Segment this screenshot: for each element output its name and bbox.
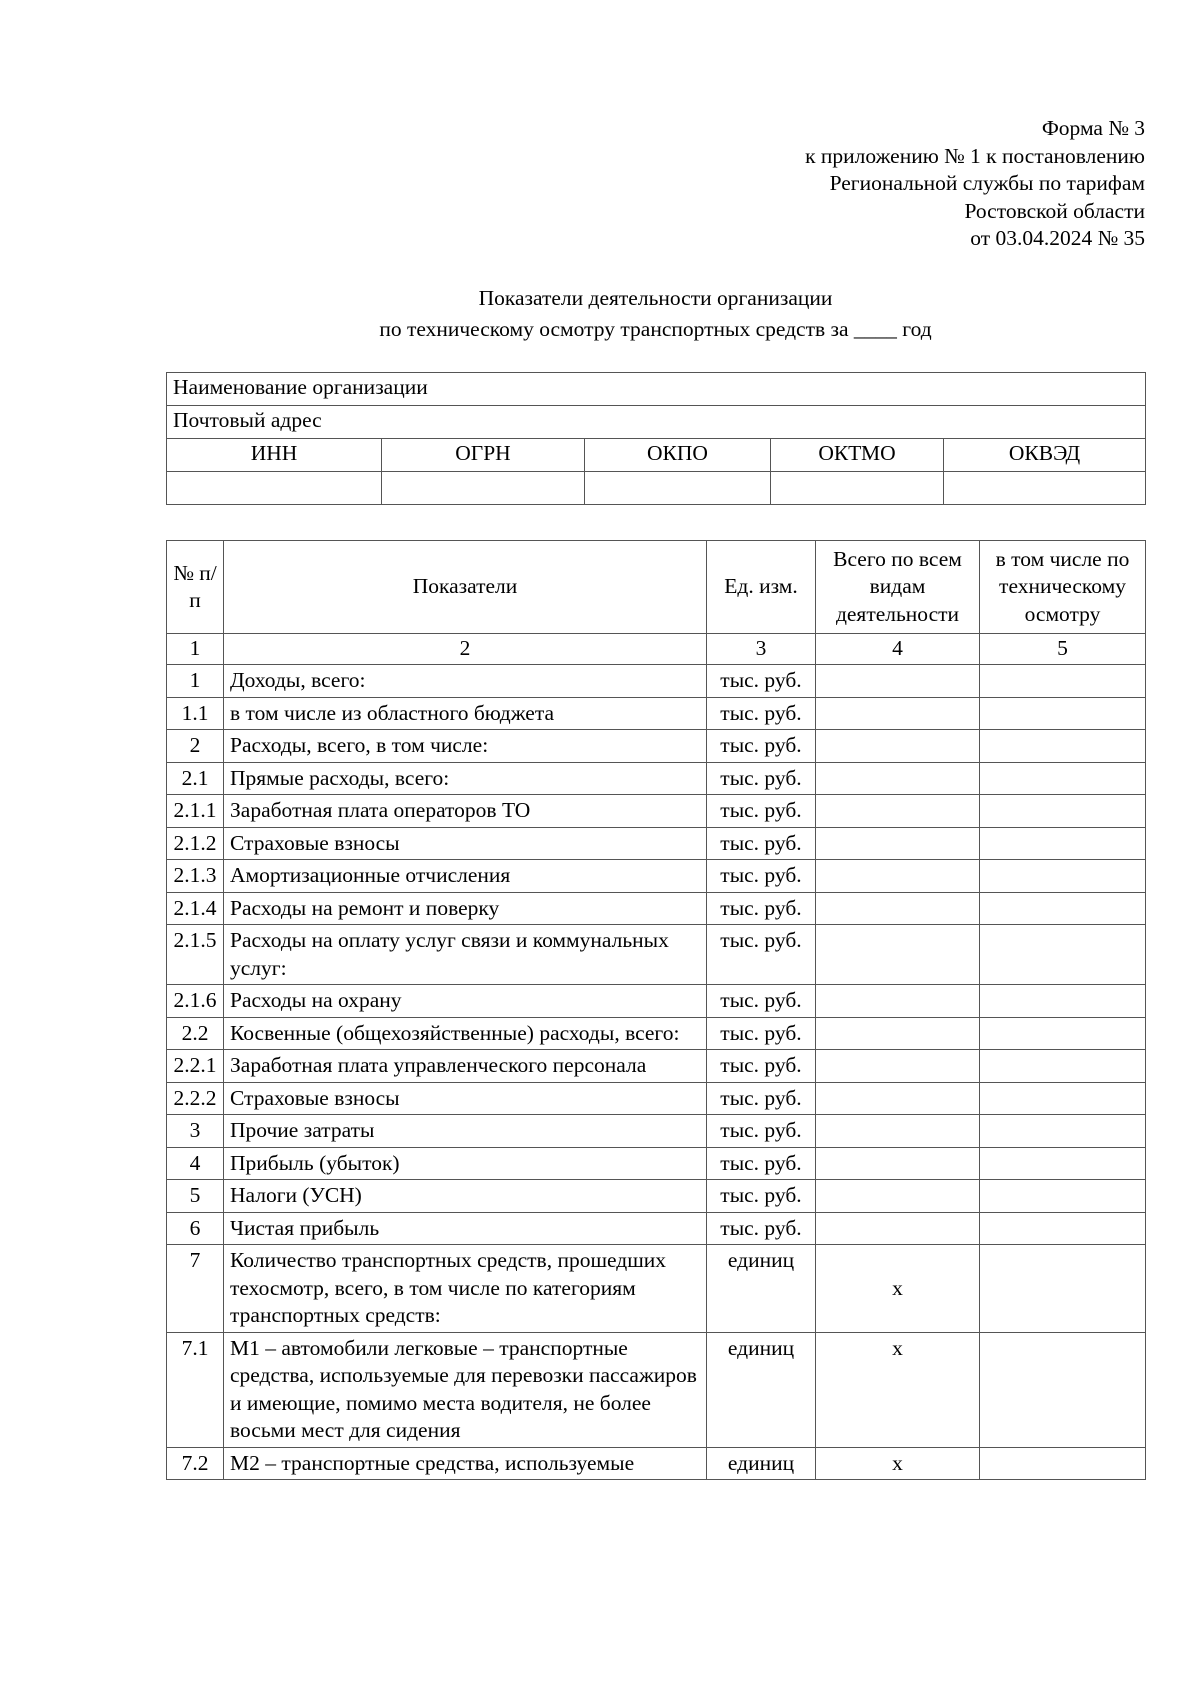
row-unit: тыс. руб. [707,860,816,893]
row-total [816,665,980,698]
table-header-row [167,541,1146,634]
row-unit: тыс. руб. [707,1115,816,1148]
row-unit: тыс. руб. [707,985,816,1018]
column-number: 4 [816,634,980,665]
row-indicator: Прочие затраты [224,1115,707,1148]
row-total [816,925,980,985]
column-number: 3 [707,634,816,665]
row-unit: тыс. руб. [707,795,816,828]
column-header: Ед. изм. [707,541,816,634]
row-unit: тыс. руб. [707,1017,816,1050]
row-unit: единиц [707,1332,816,1447]
table-row [167,1082,1146,1115]
row-number: 2.2.2 [167,1082,224,1115]
row-to [980,985,1146,1018]
row-number: 4 [167,1147,224,1180]
table-row [167,1447,1146,1480]
org-name-label: Наименование организации [167,373,1146,406]
row-number: 2 [167,730,224,763]
row-unit: тыс. руб. [707,1082,816,1115]
row-unit: тыс. руб. [707,697,816,730]
row-total [816,1180,980,1213]
row-unit: тыс. руб. [707,1050,816,1083]
row-total [816,730,980,763]
row-indicator: Прибыль (убыток) [224,1147,707,1180]
row-indicator: Чистая прибыль [224,1212,707,1245]
code-header-okpo: ОКПО [585,439,771,472]
table-row [167,1115,1146,1148]
row-total [816,762,980,795]
row-number: 1.1 [167,697,224,730]
row-unit: тыс. руб. [707,925,816,985]
row-to [980,1212,1146,1245]
row-total [816,697,980,730]
row-indicator: Количество транспортных средств, прошедших техосмотр, всего, в том числе по категориям транспортных средств: [224,1245,707,1333]
title-line-1: Показатели деятельности организации [478,286,833,310]
row-indicator: М1 – автомобили легковые – транспортные средства, используемые для перевозки пассажиров и имеющие, помимо места водителя, не более восьми мест для сидения [224,1332,707,1447]
header-line: от 03.04.2024 № 35 [970,226,1145,250]
row-to [980,730,1146,763]
row-total [816,1017,980,1050]
code-value-ogrn [382,472,585,505]
row-indicator: Расходы, всего, в том числе: [224,730,707,763]
row-to [980,1082,1146,1115]
row-to [980,1245,1146,1333]
row-number: 7 [167,1245,224,1333]
row-indicator: Расходы на оплату услуг связи и коммунальных услуг: [224,925,707,985]
code-value-inn [167,472,382,505]
row-indicator: Доходы, всего: [224,665,707,698]
column-number: 1 [167,634,224,665]
row-number: 2.1 [167,762,224,795]
row-number: 2.1.4 [167,892,224,925]
row-to [980,1332,1146,1447]
table-row [167,730,1146,763]
row-to [980,892,1146,925]
table-row [167,985,1146,1018]
table-row [167,795,1146,828]
row-to [980,1050,1146,1083]
table-row [167,827,1146,860]
row-total [816,1147,980,1180]
row-to [980,925,1146,985]
header-line: Ростовской области [964,198,1145,223]
row-unit: единиц [707,1447,816,1480]
row-number: 3 [167,1115,224,1148]
row-indicator: Заработная плата управленческого персонала [224,1050,707,1083]
row-indicator: Расходы на ремонт и поверку [224,892,707,925]
row-total: х [816,1245,980,1333]
code-value-okved [944,472,1146,505]
row-to [980,697,1146,730]
row-unit: тыс. руб. [707,730,816,763]
row-total [816,1082,980,1115]
row-number: 2.1.6 [167,985,224,1018]
document-title [166,283,1145,345]
row-unit: тыс. руб. [707,1180,816,1213]
table-row [167,925,1146,985]
row-to [980,1447,1146,1480]
row-indicator: Страховые взносы [224,1082,707,1115]
row-total [816,1115,980,1148]
row-unit: тыс. руб. [707,762,816,795]
row-to [980,1180,1146,1213]
row-to [980,1017,1146,1050]
row-to [980,762,1146,795]
code-value-okpo [585,472,771,505]
row-total [816,892,980,925]
column-number: 2 [224,634,707,665]
row-number: 7.2 [167,1447,224,1480]
row-total [816,985,980,1018]
row-unit: тыс. руб. [707,665,816,698]
row-number: 2.1.3 [167,860,224,893]
table-row [167,1245,1146,1333]
table-row [167,1050,1146,1083]
row-to [980,827,1146,860]
row-unit: тыс. руб. [707,892,816,925]
table-row [167,697,1146,730]
row-unit: тыс. руб. [707,1147,816,1180]
row-number: 7.1 [167,1332,224,1447]
table-row [167,892,1146,925]
code-header-inn: ИНН [167,439,382,472]
row-number: 2.2 [167,1017,224,1050]
table-row [167,1332,1146,1447]
row-total [816,827,980,860]
row-number: 2.2.1 [167,1050,224,1083]
code-header-oktmo: ОКТМО [771,439,944,472]
row-to [980,1147,1146,1180]
row-indicator: Страховые взносы [224,827,707,860]
row-total: х [816,1332,980,1447]
row-to [980,795,1146,828]
table-row [167,1147,1146,1180]
table-row [167,1180,1146,1213]
row-number: 2.1.2 [167,827,224,860]
title-line-2: по техническому осмотру транспортных средств за ____ год [379,317,932,341]
row-indicator: Расходы на охрану [224,985,707,1018]
table-row [167,1212,1146,1245]
row-total [816,860,980,893]
row-total [816,1212,980,1245]
row-number: 2.1.1 [167,795,224,828]
row-to [980,860,1146,893]
code-header-okved: ОКВЭД [944,439,1146,472]
table-row [167,860,1146,893]
header-line: Форма № 3 [1041,116,1145,140]
code-value-oktmo [771,472,944,505]
row-number: 5 [167,1180,224,1213]
row-total [816,1050,980,1083]
column-header: Показатели [224,541,707,634]
indicators-table [166,540,1146,1480]
column-header: в том числе по техническому осмотру [980,541,1146,634]
row-unit: единиц [707,1245,816,1333]
row-number: 1 [167,665,224,698]
organization-table [166,372,1146,505]
header-line: к приложению № 1 к постановлению [805,143,1145,168]
header-line: Региональной службы по тарифам [829,171,1145,195]
row-indicator: Амортизационные отчисления [224,860,707,893]
row-to [980,665,1146,698]
column-number: 5 [980,634,1146,665]
org-address-label: Почтовый адрес [167,406,1146,439]
row-indicator: М2 – транспортные средства, используемые [224,1447,707,1480]
row-unit: тыс. руб. [707,1212,816,1245]
row-total: х [816,1447,980,1480]
row-to [980,1115,1146,1148]
row-indicator: Налоги (УСН) [224,1180,707,1213]
row-number: 2.1.5 [167,925,224,985]
row-indicator: Косвенные (общехозяйственные) расходы, всего: [224,1017,707,1050]
table-row [167,1017,1146,1050]
table-row [167,665,1146,698]
form-header [805,115,1145,253]
row-total [816,795,980,828]
code-header-ogrn: ОГРН [382,439,585,472]
column-header: Всего по всем видам деятельности [816,541,980,634]
column-number-row [167,634,1146,665]
row-indicator: Заработная плата операторов ТО [224,795,707,828]
row-number: 6 [167,1212,224,1245]
table-row [167,762,1146,795]
column-header: № п/п [167,541,224,634]
row-unit: тыс. руб. [707,827,816,860]
row-indicator: в том числе из областного бюджета [224,697,707,730]
row-indicator: Прямые расходы, всего: [224,762,707,795]
